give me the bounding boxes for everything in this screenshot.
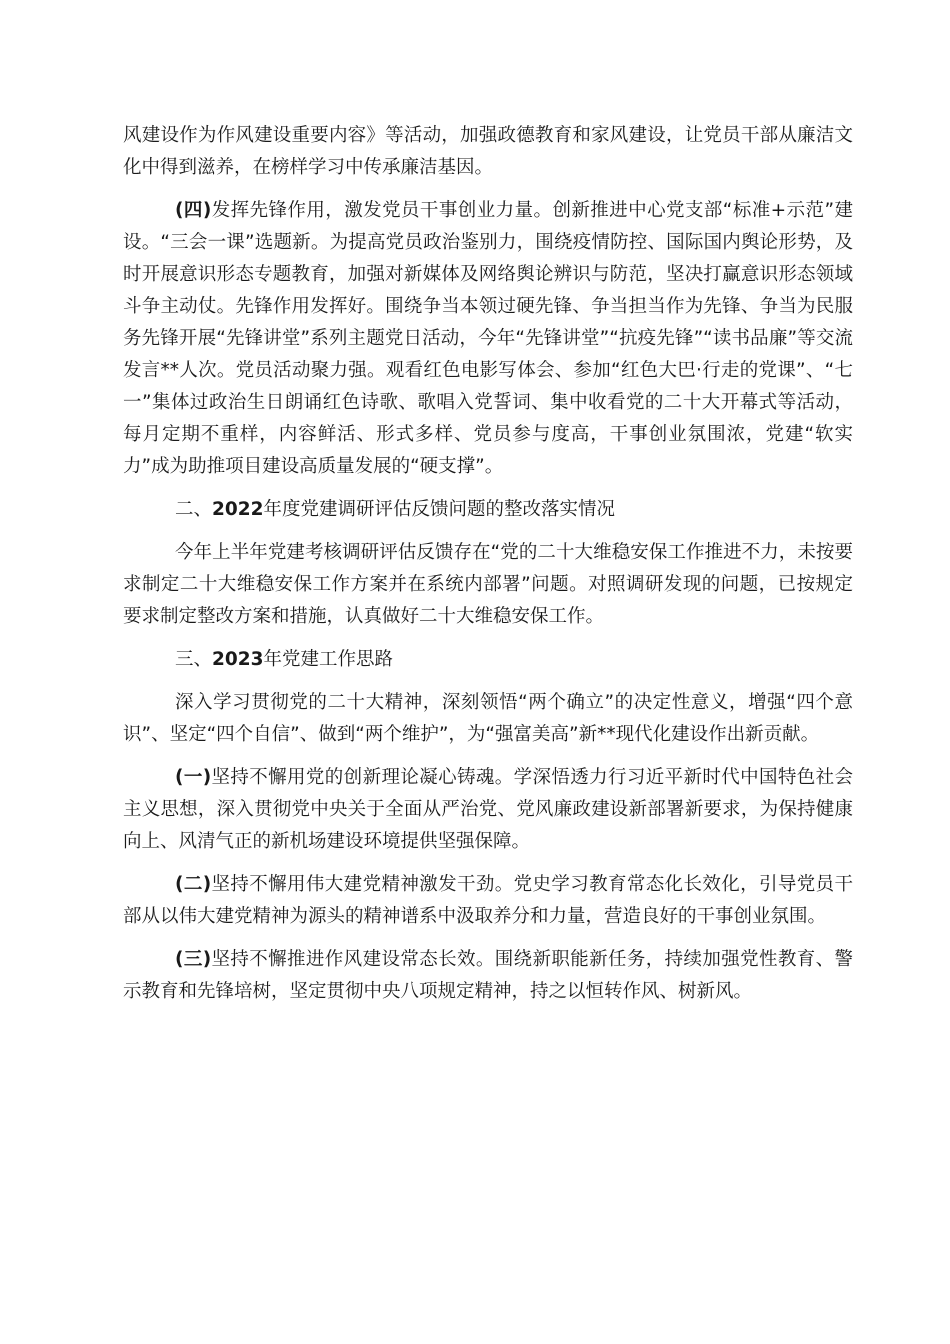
paragraph-text: 坚持不懈用党的创新理论凝心铸魂。学深悟透力行习近平新时代中国特色社会主义思想，深入贯彻党中央关于全面从严治党、党风廉政建设新部署新要求，为保持健康向上、风清气正的新机场建设环境提供坚强保障。 xyxy=(123,767,853,852)
section-heading-2022 xyxy=(123,494,853,526)
item-number: (四) xyxy=(175,200,212,221)
heading-prefix: 二、 xyxy=(175,499,213,520)
heading-title: 年党建工作思路 xyxy=(263,649,394,670)
paragraph-2023-intro: 深入学习贯彻党的二十大精神，深刻领悟“两个确立”的决定性意义，增强“四个意识”、坚定“四个自信”、做到“两个维护”，为“强富美高”新**现代化建设作出新贡献。 xyxy=(123,692,853,745)
item-number: (二) xyxy=(175,874,212,895)
item-number: (三) xyxy=(175,949,212,970)
document-body xyxy=(123,120,853,1019)
paragraph-rectification: 今年上半年党建考核调研评估反馈存在“党的二十大维稳安保工作推进不力，未按要求制定二十大维稳安保工作方案并在系统内部署”问题。对照调研发现的问题，已按规定要求制定整改方案和措施，认真做好二十大维稳安保工作。 xyxy=(123,542,853,627)
heading-prefix: 三、 xyxy=(175,649,213,670)
paragraph-text: 发挥先锋作用，激发党员干事创业力量。创新推进中心党支部“标准+示范”建设。“三会一课”选题新。为提高党员政治鉴别力，围绕疫情防控、国际国内舆论形势，及时开展意识形态专题教育，加强对新媒体及网络舆论辨识与防范，坚决打赢意识形态领域斗争主动仗。先锋作用发挥好。围绕争当本领过硬先锋、争当担当作为先锋、争当为民服务先锋开展“先锋讲堂”系列主题党日活动，今年“先锋讲堂”“抗疫先锋”“读书品廉”等交流发言**人次。党员活动聚力强。观看红色电影写体会、参加“红色大巴·行走的党课”、“七一”集体过政治生日朗诵红色诗歌、歌唱入党誓词、集中收看党的二十大开幕式等活动，每月定期不重样，内容鲜活、形式多样、党员参与度高，干事创业氛围浓，党建“软实力”成为助推项目建设高质量发展的“硬支撑”。 xyxy=(123,200,853,477)
paragraph-item-3 xyxy=(123,944,853,1008)
heading-year: 2022 xyxy=(212,499,264,520)
paragraph-item-2 xyxy=(123,869,853,933)
paragraph-text: 坚持不懈用伟大建党精神激发干劲。党史学习教育常态化长效化，引导党员干部从以伟大建党精神为源头的精神谱系中汲取养分和力量，营造良好的干事创业氛围。 xyxy=(123,874,853,927)
paragraph-item-1 xyxy=(123,762,853,858)
paragraph-text: 坚持不懈推进作风建设常态长效。围绕新职能新任务，持续加强党性教育、警示教育和先锋培树，坚定贯彻中央八项规定精神，持之以恒转作风、树新风。 xyxy=(123,949,853,1002)
item-number: (一) xyxy=(175,767,212,788)
paragraph-pioneer-role xyxy=(123,195,853,483)
paragraph-continuation: 风建设作为作风建设重要内容》等活动，加强政德教育和家风建设，让党员干部从廉洁文化中得到滋养，在榜样学习中传承廉洁基因。 xyxy=(123,125,853,178)
heading-title: 年度党建调研评估反馈问题的整改落实情况 xyxy=(263,499,616,520)
section-heading-2023 xyxy=(123,644,853,676)
heading-year: 2023 xyxy=(212,649,264,670)
